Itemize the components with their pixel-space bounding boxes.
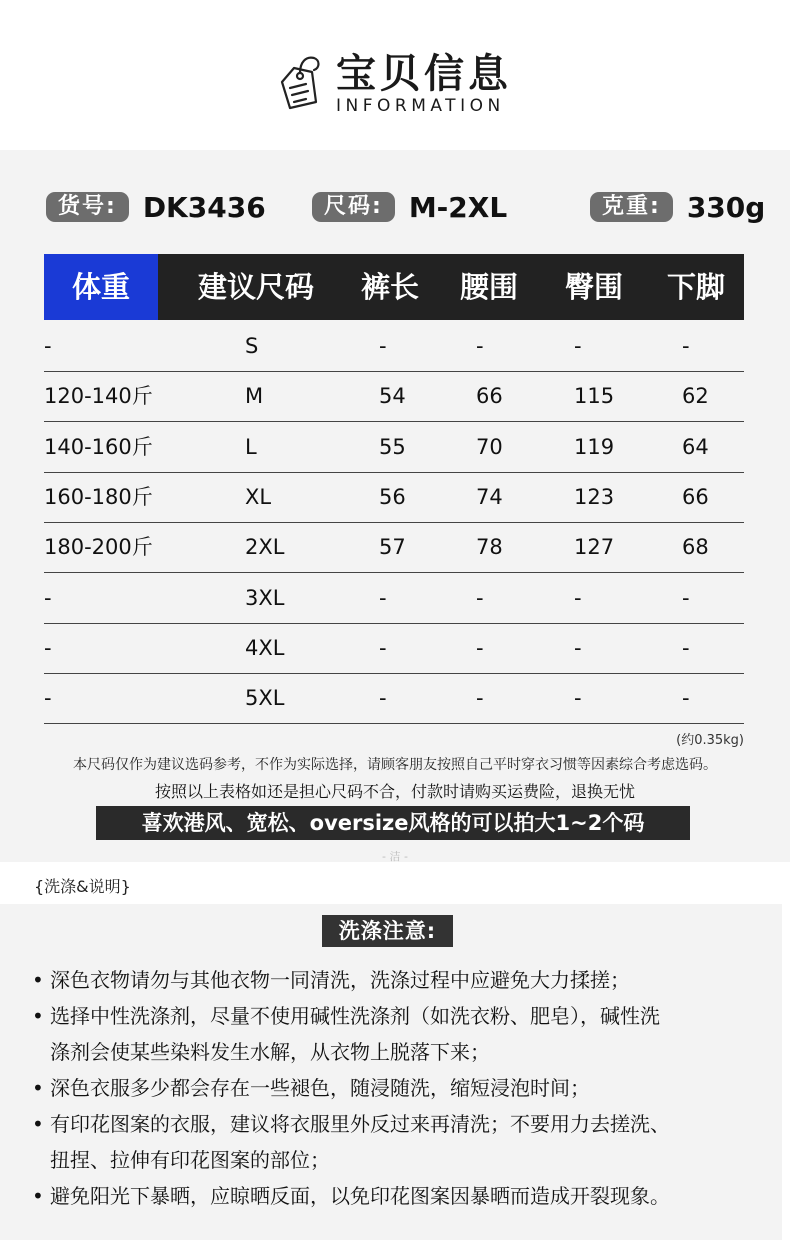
table-cell: - <box>379 635 387 660</box>
table-cell: 119 <box>574 434 615 459</box>
table-cell: 66 <box>682 484 709 509</box>
table-cell: 57 <box>379 535 406 560</box>
price-tag-icon <box>276 54 324 114</box>
table-cell: 68 <box>682 535 709 560</box>
table-cell: - <box>476 334 484 358</box>
column-header-hem: 下脚 <box>667 270 726 304</box>
table-cell: M <box>245 384 264 409</box>
column-header-size: 建议尺码 <box>198 270 315 304</box>
table-cell: - <box>574 686 582 711</box>
bullet-icon: • <box>32 1004 44 1028</box>
spec-value: M-2XL <box>408 190 508 224</box>
wash-item-text: 避免阳光下暴晒，应晾晒反面，以免印花图案因暴晒而造成开裂现象。 <box>50 1184 670 1208</box>
bullet-icon: • <box>32 1076 44 1100</box>
table-row <box>44 371 744 422</box>
table-cell: - <box>44 686 52 711</box>
column-header-weight: 体重 <box>44 254 158 320</box>
table-cell: 5XL <box>245 686 285 711</box>
table-cell: 3XL <box>245 585 285 610</box>
table-cell: - <box>476 635 484 660</box>
wash-item-text: 深色衣服多少都会存在一些褪色，随浸随洗，缩短浸泡时间； <box>50 1076 590 1100</box>
table-row <box>44 573 744 624</box>
table-cell: 123 <box>574 484 615 509</box>
table-cell: 62 <box>682 384 709 409</box>
table-cell: 55 <box>379 434 406 459</box>
table-cell: - <box>682 585 690 610</box>
bullet-icon: • <box>32 968 44 992</box>
table-cell: XL <box>245 484 272 509</box>
wash-section-label: {洗涤&说明} <box>34 877 131 896</box>
table-cell: 54 <box>379 384 406 409</box>
wash-item-text: 选择中性洗涤剂，尽量不使用碱性洗涤剂（如洗衣粉、肥皂），碱性洗 <box>50 1004 660 1028</box>
oversize-banner: 喜欢港风、宽松、oversize风格的可以拍大1~2个码 <box>96 806 690 840</box>
table-row <box>44 321 744 372</box>
table-cell: - <box>379 585 387 610</box>
table-cell: - <box>476 686 484 711</box>
table-cell: 66 <box>476 384 503 409</box>
wash-item-text: 有印花图案的衣服，建议将衣服里外反过来再清洗；不要用力去搓洗、 <box>50 1112 670 1136</box>
shipping-insurance-note: 按照以上表格如还是担心尺码不合，付款时请购买运费险，退换无忧 <box>154 782 635 801</box>
weight-kg-note: (约0.35kg) <box>676 733 744 748</box>
spec-size <box>312 192 507 222</box>
table-cell: - <box>574 334 582 358</box>
column-header-waist: 腰围 <box>460 270 519 304</box>
table-cell: S <box>245 334 259 358</box>
table-cell: - <box>44 585 52 610</box>
table-cell: 2XL <box>245 535 285 560</box>
table-cell: L <box>245 434 257 459</box>
size-table-header <box>44 254 744 320</box>
spec-label: 货号: <box>46 192 129 222</box>
table-row <box>44 522 744 573</box>
wash-item-text: 扭捏、拉伸有印花图案的部位； <box>50 1148 330 1172</box>
page-subtitle: INFORMATION <box>336 96 505 116</box>
table-cell: 127 <box>574 535 615 560</box>
table-cell: 56 <box>379 484 406 509</box>
table-cell: - <box>379 334 387 358</box>
page-title: 宝贝信息 <box>336 51 512 97</box>
table-row <box>44 472 744 523</box>
table-cell: - <box>682 686 690 711</box>
table-cell: - <box>682 334 690 358</box>
table-cell: 4XL <box>245 635 285 660</box>
table-cell: - <box>574 585 582 610</box>
bullet-icon: • <box>32 1112 44 1136</box>
wash-item-text: 涤剂会使某些染料发生水解，从衣物上脱落下来； <box>50 1040 490 1064</box>
size-advice-note: 本尺码仅作为建议选码参考，不作为实际选择，请顾客朋友按照自己平时穿衣习惯等因素综合考虑选码。 <box>73 757 717 773</box>
wash-item-text: 深色衣物请勿与其他衣物一同清洗，洗涤过程中应避免大力揉搓； <box>50 968 630 992</box>
wash-title: 洗涤注意: <box>322 915 453 947</box>
table-row <box>44 422 744 473</box>
column-header-hip: 臀围 <box>565 270 624 304</box>
table-cell: - <box>574 635 582 660</box>
table-cell: 74 <box>476 484 503 509</box>
bullet-icon: • <box>32 1184 44 1208</box>
table-row <box>44 623 744 674</box>
page-header <box>0 0 790 150</box>
table-cell: 120-140斤 <box>44 384 153 409</box>
table-cell: 78 <box>476 535 503 560</box>
table-cell: 115 <box>574 384 615 409</box>
table-cell: 70 <box>476 434 503 459</box>
table-cell: 160-180斤 <box>44 484 153 509</box>
table-cell: 180-200斤 <box>44 535 153 560</box>
table-cell: - <box>682 635 690 660</box>
spec-item-number <box>46 192 266 222</box>
spec-weight <box>590 192 765 222</box>
spec-value: 330g <box>686 190 766 224</box>
section-divider: - 洁 - <box>382 850 408 863</box>
table-row <box>44 673 744 724</box>
table-cell: - <box>476 585 484 610</box>
spec-label: 克重: <box>590 192 673 222</box>
column-header-length: 裤长 <box>361 270 420 304</box>
table-cell: - <box>379 686 387 711</box>
table-cell: 64 <box>682 434 709 459</box>
table-cell: - <box>44 635 52 660</box>
spec-value: DK3436 <box>142 190 266 224</box>
table-cell: - <box>44 334 52 358</box>
table-cell: 140-160斤 <box>44 434 153 459</box>
spec-label: 尺码: <box>312 192 395 222</box>
